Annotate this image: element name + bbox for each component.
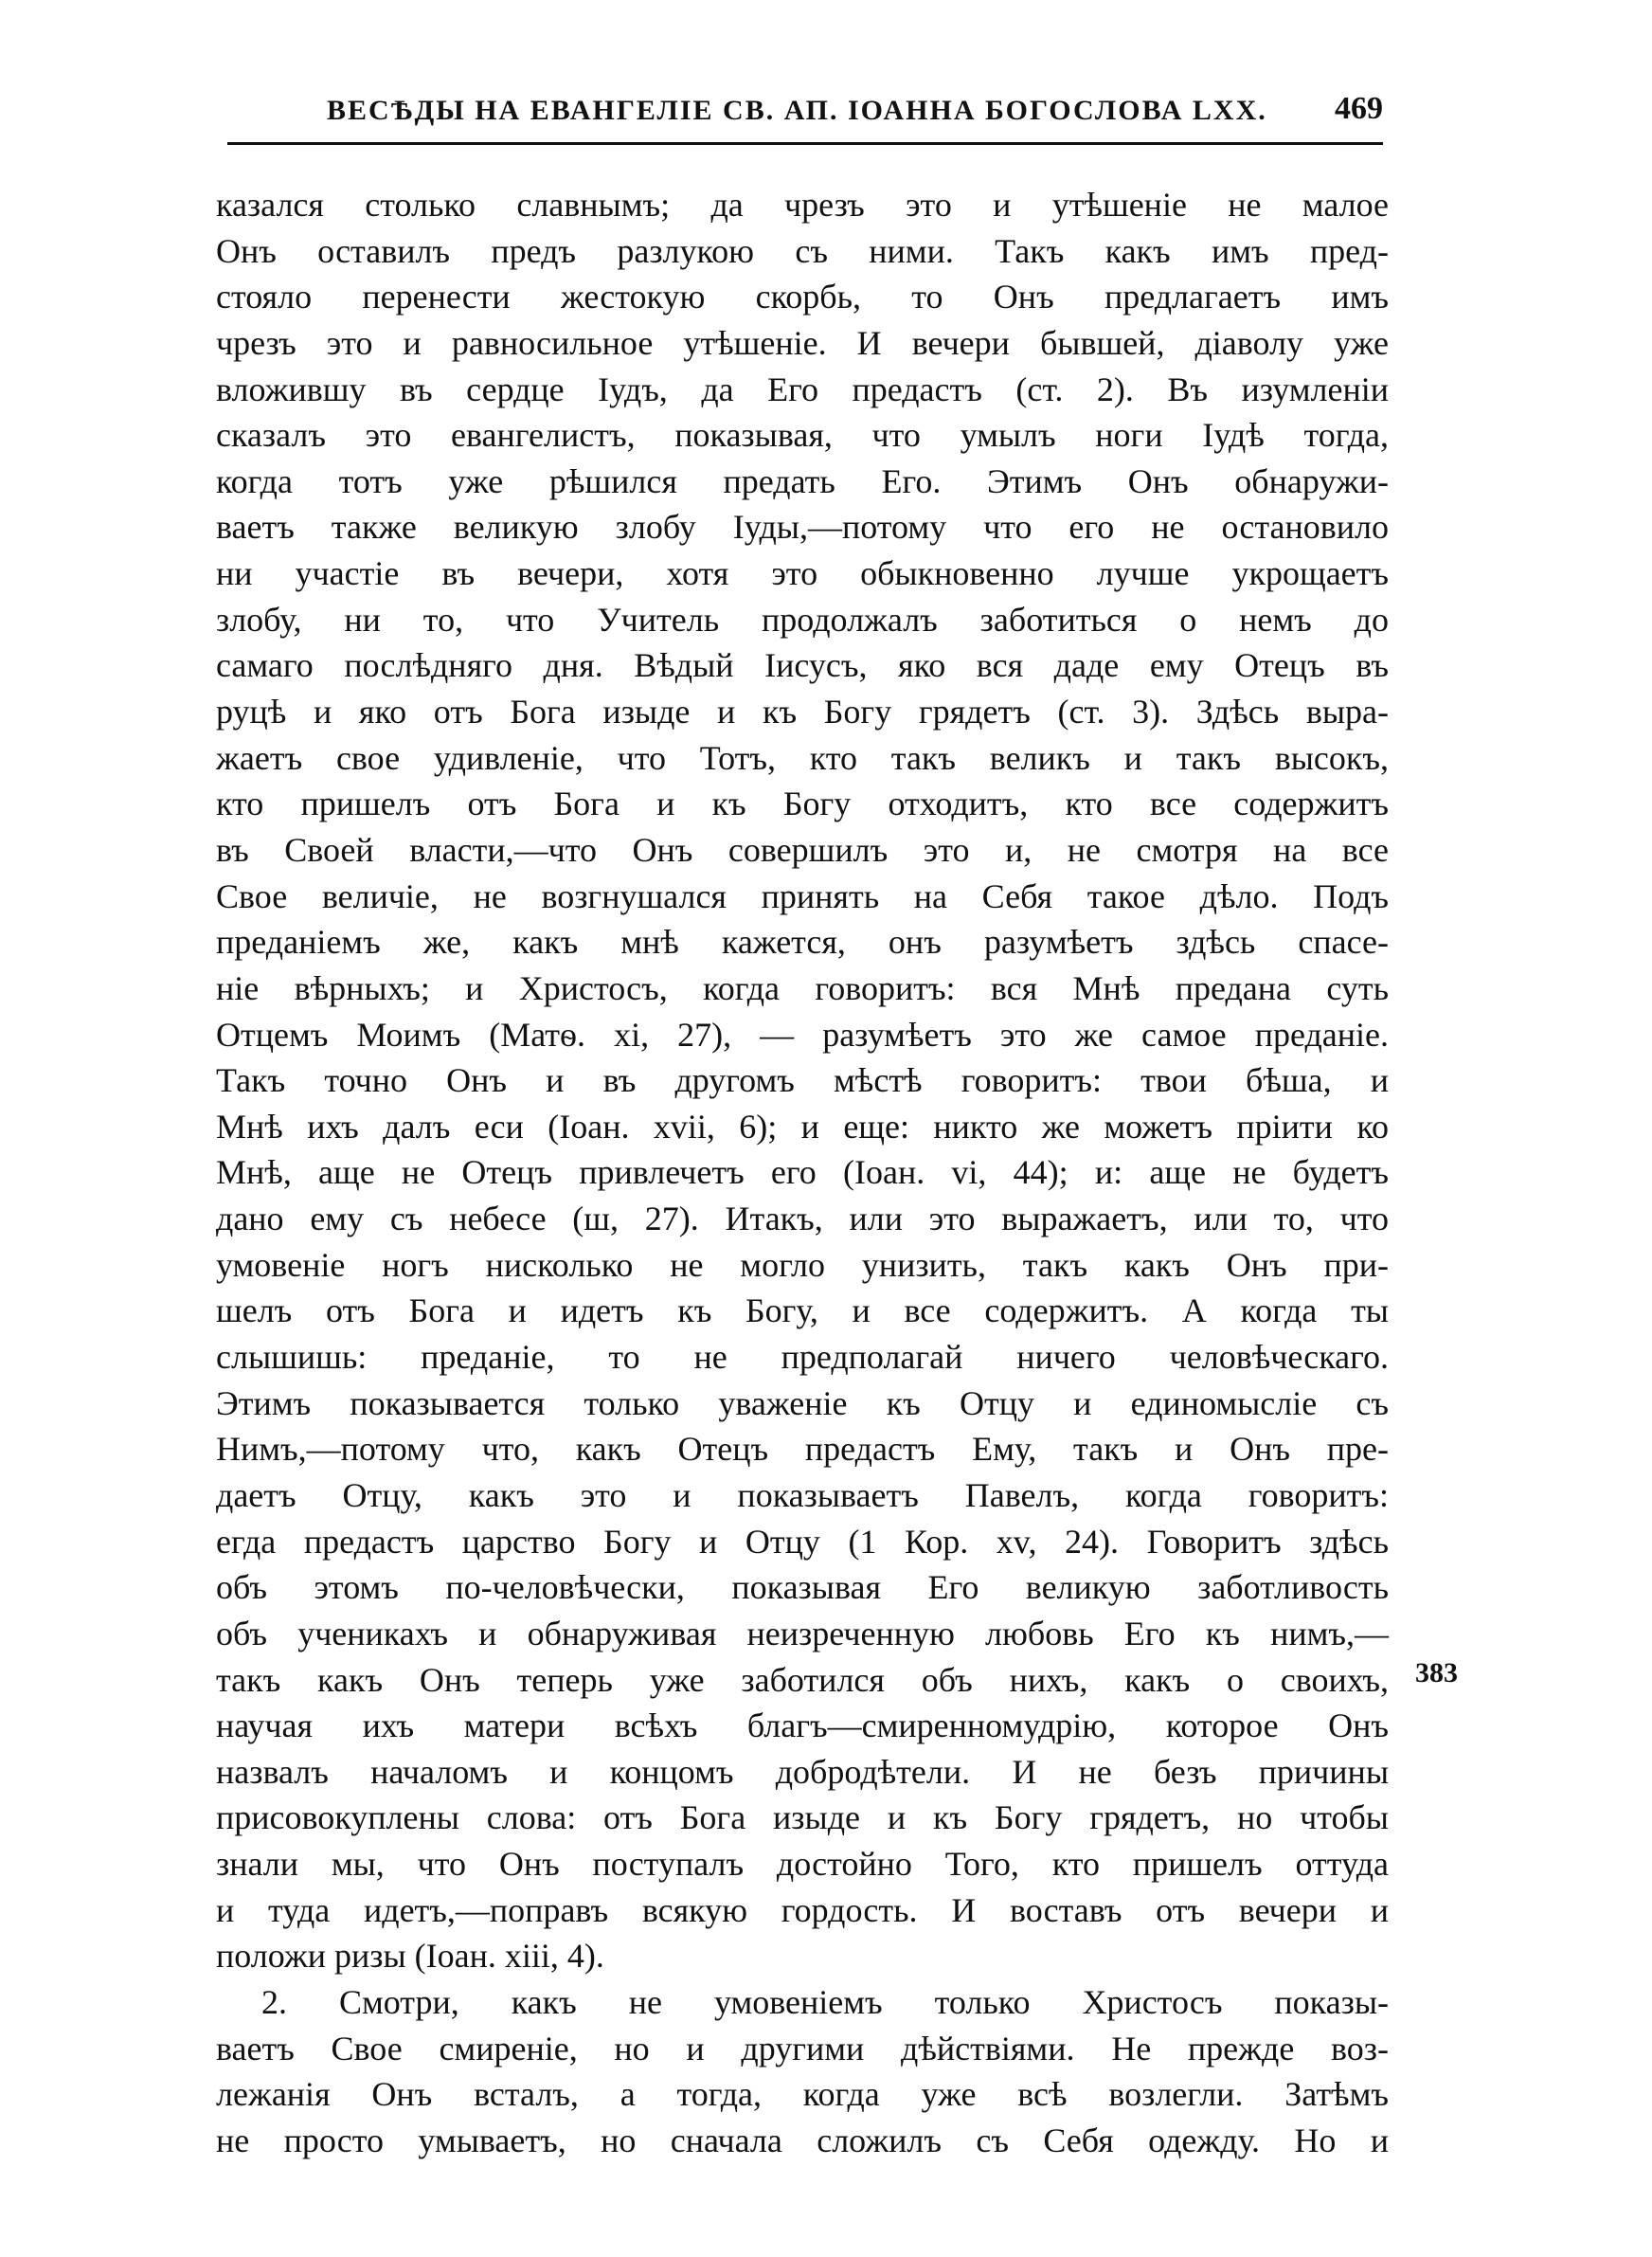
text-line: научая ихъ матери всѣхъ благъ—смиренномудрію, которое Онъ: [216, 1706, 1389, 1745]
text-line: слышишь: преданіе, то не предполагай ничего человѣческаго.: [216, 1338, 1389, 1377]
text-line: назвалъ началомъ и концомъ добродѣтели. И не безъ причины: [216, 1752, 1389, 1791]
text-line: жаетъ свое удивленіе, что Тотъ, кто такъ великъ и такъ высокъ,: [216, 738, 1389, 777]
text-line: Свое величіе, не возгнушался принять на Себя такое дѣло. Подъ: [216, 876, 1389, 915]
text-line: злобу, ни то, что Учитель продолжалъ заботиться о немъ до: [216, 600, 1389, 639]
text-line: объ этомъ по-человѣчески, показывая Его великую заботливость: [216, 1568, 1389, 1607]
running-header: [227, 91, 1383, 133]
text-line: чрезъ это и равносильное утѣшеніе. И вечери бывшей, діаволу уже: [216, 323, 1389, 362]
text-line: Отцемъ Моимъ (Матѳ. xi, 27), — разумѣетъ это же самое преданіе.: [216, 1015, 1389, 1054]
text-line-paragraph-end: положи ризы (Іоан. xiii, 4).: [216, 1937, 604, 1976]
text-line: такъ какъ Онъ теперь уже заботился объ нихъ, какъ о своихъ,: [216, 1660, 1389, 1699]
text-line: Онъ оставилъ предъ разлукою съ ними. Такъ какъ имъ пред-: [216, 231, 1389, 270]
text-line: самаго послѣдняго дня. Вѣдый Іисусъ, яко вся даде ему Отецъ въ: [216, 646, 1389, 685]
text-line: когда тотъ уже рѣшился предать Его. Этимъ Онъ обнаружи-: [216, 461, 1389, 500]
header-rule: [227, 142, 1383, 145]
text-line: шелъ отъ Бога и идетъ къ Богу, и все содержитъ. А когда ты: [216, 1291, 1389, 1330]
text-line: казался столько славнымъ; да чрезъ это и утѣшеніе не малое: [216, 186, 1389, 224]
text-line: Такъ точно Онъ и въ другомъ мѣстѣ говоритъ: твои бѣша, и: [216, 1061, 1389, 1100]
text-line: въ Своей власти,—что Онъ совершилъ это и, не смотря на все: [216, 830, 1389, 869]
text-line: даетъ Отцу, какъ это и показываетъ Павелъ, когда говоритъ:: [216, 1475, 1389, 1514]
body-text: [216, 182, 1389, 2164]
text-line: кто пришелъ отъ Бога и къ Богу отходитъ, кто все содержитъ: [216, 785, 1389, 823]
text-line: Нимъ,—потому что, какъ Отецъ предастъ Ему, такъ и Онъ пре-: [216, 1430, 1389, 1469]
text-line: вложившу въ сердце Іудъ, да Его предастъ (ст. 2). Въ изумленіи: [216, 370, 1389, 408]
text-line: дано ему съ небесе (ш, 27). Итакъ, или это выражаетъ, или то, что: [216, 1200, 1389, 1238]
margin-reference-number: 383: [1415, 1657, 1458, 1688]
text-line: стояло перенести жестокую скорбь, то Онъ предлагаетъ имъ: [216, 278, 1389, 316]
text-line: Этимъ показывается только уваженіе къ Отцу и единомысліе съ: [216, 1383, 1389, 1422]
text-line: ни участіе въ вечери, хотя это обыкновенно лучше укрощаетъ: [216, 554, 1389, 593]
text-line: лежанія Онъ всталъ, а тогда, когда уже всѣ возлегли. Затѣмъ: [216, 2075, 1389, 2114]
text-line: и туда идетъ,—поправъ всякую гордость. И воставъ отъ вечери и: [216, 1890, 1389, 1929]
page-number: 469: [1335, 91, 1383, 126]
text-line: знали мы, что Онъ поступалъ достойно Того, кто пришелъ оттуда: [216, 1845, 1389, 1884]
text-line: не просто умываетъ, но сначала сложилъ съ Себя одежду. Но и: [216, 2121, 1389, 2159]
text-line: сказалъ это евангелистъ, показывая, что умылъ ноги Іудѣ тогда,: [216, 416, 1389, 455]
text-line: Мнѣ, аще не Отецъ привлечетъ его (Іоан. vi, 44); и: аще не будетъ: [216, 1153, 1389, 1192]
header-title: ВЕСѢДЫ НА ЕВАНГЕЛІЕ СВ. АП. ІОАННА БОГОСЛОВА LXX.: [327, 95, 1267, 126]
text-line: присовокуплены слова: отъ Бога изыде и къ Богу грядетъ, но чтобы: [216, 1798, 1389, 1837]
text-line: преданіемъ же, какъ мнѣ кажется, онъ разумѣетъ здѣсь спасе-: [216, 923, 1389, 962]
text-line: объ ученикахъ и обнаруживая неизреченную любовь Его къ нимъ,—: [216, 1614, 1389, 1652]
text-line: Мнѣ ихъ далъ еси (Іоан. xvii, 6); и еще: никто же можетъ пріити ко: [216, 1107, 1389, 1146]
text-line: умовеніе ногъ нисколько не могло унизить, такъ какъ Онъ при-: [216, 1245, 1389, 1284]
text-line: ваетъ Свое смиреніе, но и другими дѣйствіями. Не прежде воз-: [216, 2029, 1389, 2067]
text-line: руцѣ и яко отъ Бога изыде и къ Богу грядетъ (ст. 3). Здѣсь выра-: [216, 693, 1389, 731]
text-line-paragraph-start: 2. Смотри, какъ не умовеніемъ только Христосъ показы-: [261, 1982, 1389, 2021]
text-line: ваетъ также великую злобу Іуды,—потому что его не остановило: [216, 508, 1389, 547]
text-line: ніе вѣрныхъ; и Христосъ, когда говоритъ: вся Мнѣ предана суть: [216, 968, 1389, 1007]
text-line: егда предастъ царство Богу и Отцу (1 Кор. xv, 24). Говоритъ здѣсь: [216, 1522, 1389, 1561]
